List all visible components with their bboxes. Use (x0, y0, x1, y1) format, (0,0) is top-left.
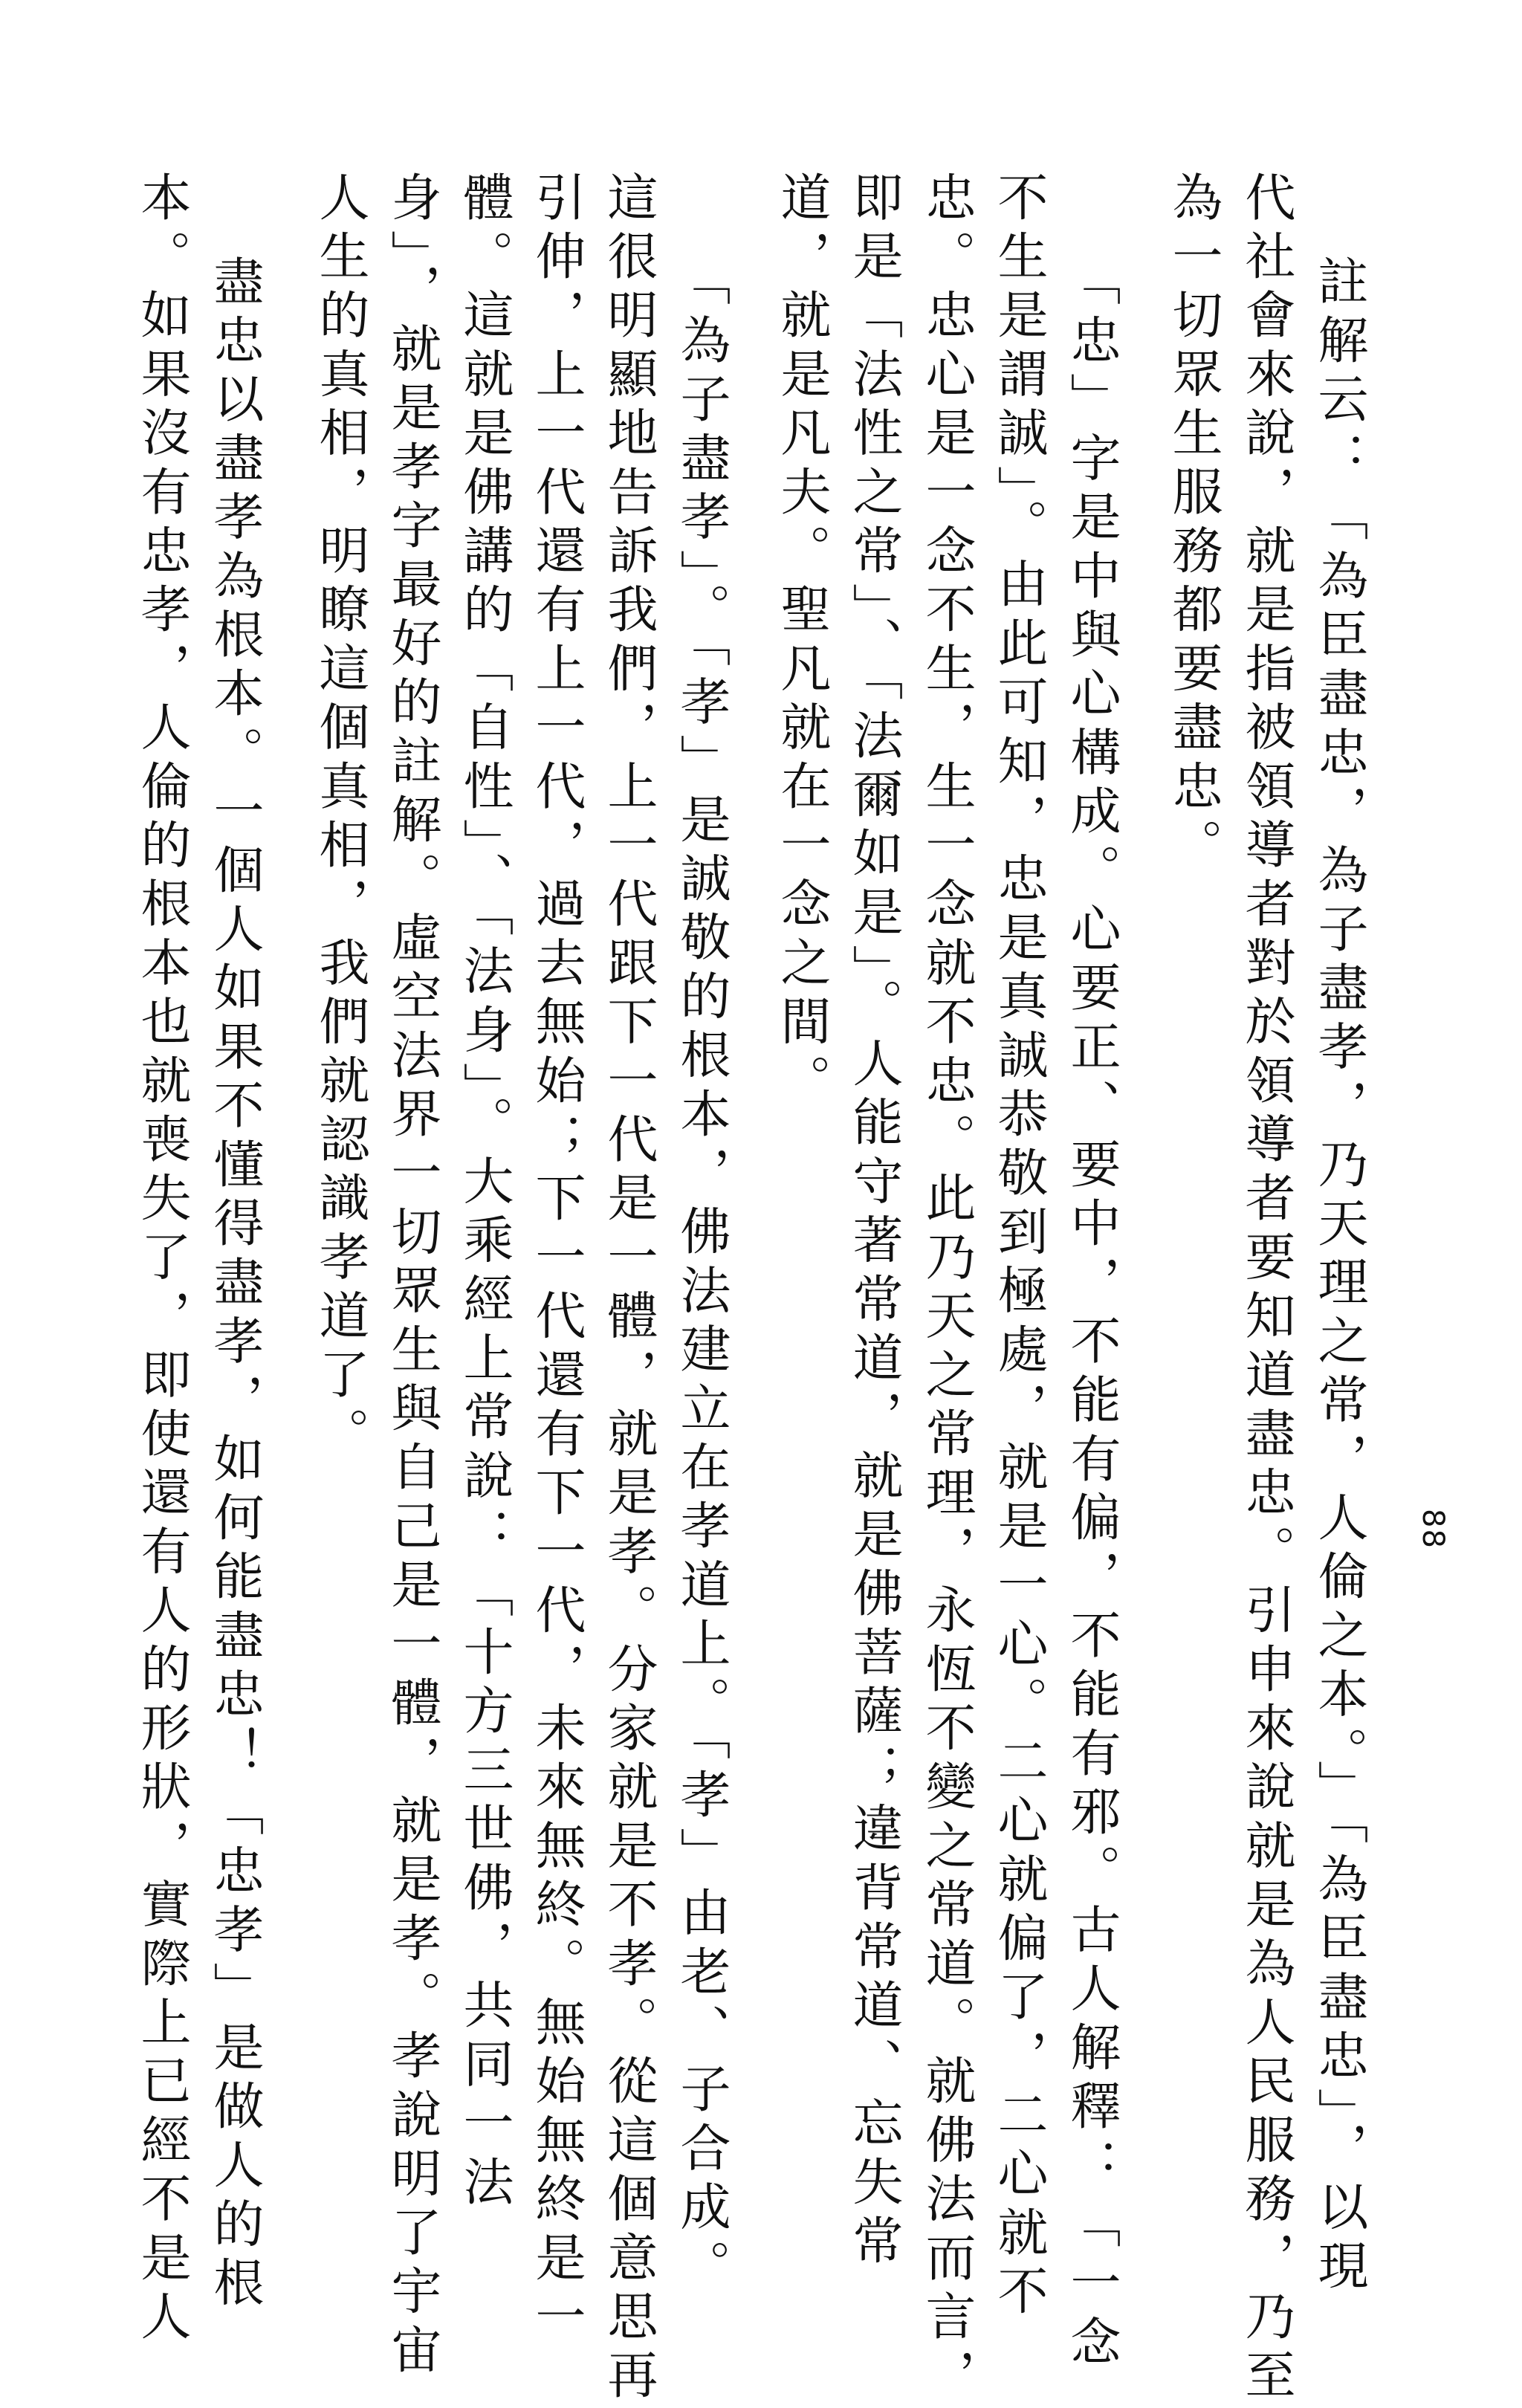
text-column-5: 不生是謂誠」。由此可知，忠是真誠恭敬到極處，就是一心。二心就偏了，二心就不 (989, 171, 1048, 2324)
text-column-9: 「為子盡孝」。「孝」是誠敬的根本，佛法建立在孝道上。「孝」由老、子合成。 (672, 255, 731, 2299)
text-column-14: 人生的真相，明瞭這個真相，我們就認識孝道了。 (311, 171, 369, 1466)
text-column-16: 本。如果沒有忠孝，人倫的根本也就喪失了，即使還有人的形狀，實際上已經不是人 (132, 171, 191, 2349)
text-column-8: 道，就是凡夫。聖凡就在一念之間。 (772, 171, 831, 1113)
text-column-7: 即是「法性之常」、「法爾如是」。人能守著常道，就是佛菩薩；違背常道、忘失常 (844, 171, 903, 2273)
text-column-12: 體。這就是佛講的「自性」、「法身」。大乘經上常說：「十方三世佛，共同一法 (455, 171, 514, 2215)
page-number: 88 (1416, 1509, 1450, 1550)
text-column-6: 忠。忠心是一念不生，生一念就不忠。此乃天之常理，永恆不變之常道。就佛法而言， (917, 171, 976, 2408)
text-column-4: 「忠」字是中與心構成。心要正、要中，不能有偏，不能有邪。古人解釋：「一念 (1062, 255, 1121, 2375)
text-column-1: 註解云：「為臣盡忠，為子盡孝，乃天理之常，人倫之本。」「為臣盡忠」，以現 (1309, 255, 1368, 2299)
text-column-11: 引伸，上一代還有上一代，過去無始；下一代還有下一代，未來無終。無始無終是一 (527, 171, 586, 2349)
text-column-2: 代社會來說，就是指被領導者對於領導者要知道盡忠。引申來說就是為人民服務，乃至 (1237, 171, 1295, 2408)
text-column-13: 身」，就是孝字最好的註解。虛空法界一切眾生與自己是一體，就是孝。孝說明了宇宙 (383, 171, 441, 2383)
text-column-15: 盡忠以盡孝為根本。一個人如果不懂得盡孝，如何能盡忠！「忠孝」是做人的根 (205, 255, 264, 2315)
text-column-10: 這很明顯地告訴我們，上一代跟下一代是一體，就是孝。分家就是不孝。從這個意思再 (599, 171, 658, 2408)
text-column-3: 為一切眾生服務都要盡忠。 (1164, 171, 1223, 878)
